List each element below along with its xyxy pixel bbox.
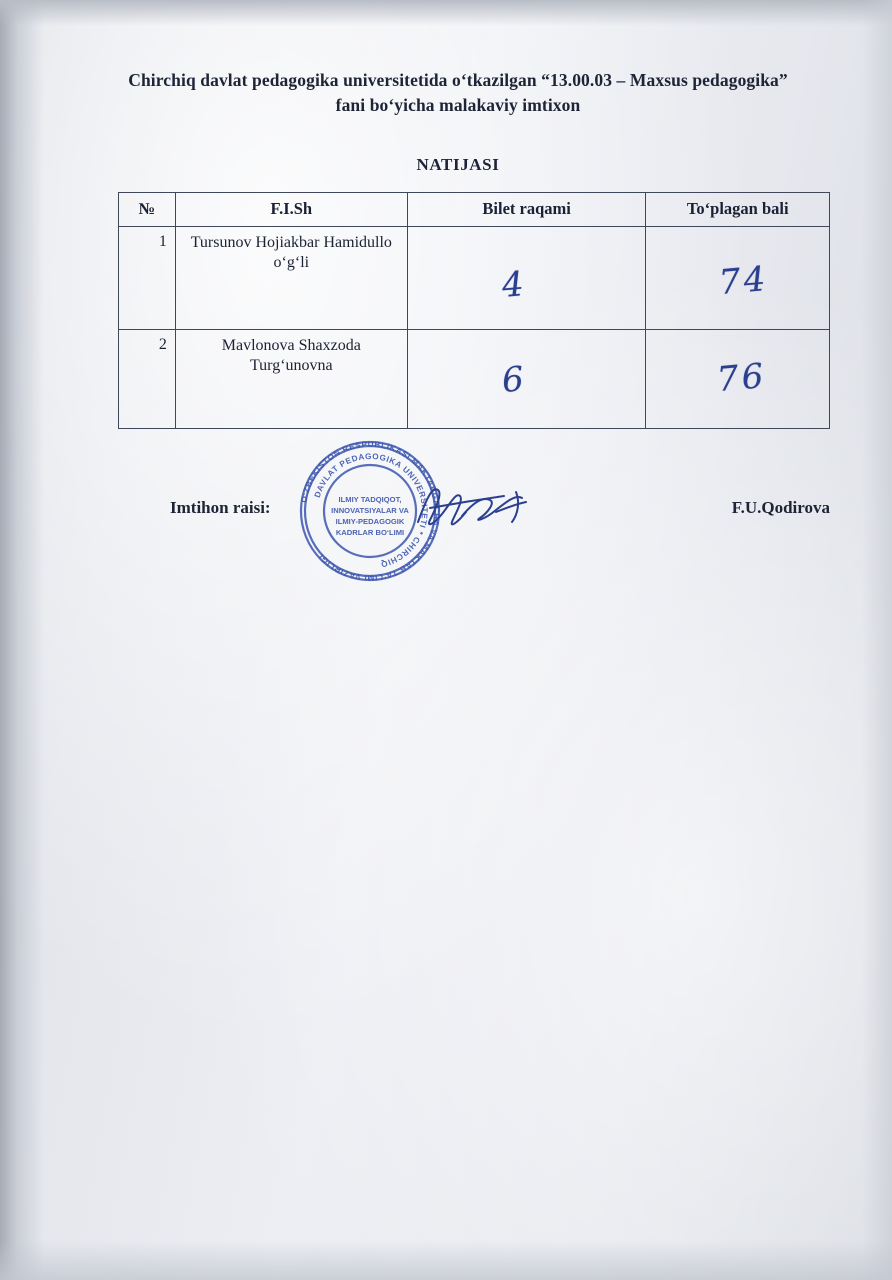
row-score <box>646 330 830 429</box>
row-score <box>646 227 830 330</box>
document-subtitle: NATIJASI <box>416 155 500 174</box>
results-table <box>118 192 830 429</box>
table-header-row <box>119 193 830 227</box>
svg-text:O‘ZBEKISTON RESPUBLIKASI MAKTA: O‘ZBEKISTON RESPUBLIKASI MAKTABGACHA VA MAKTAB TA’LIMI VAZIRLIGI <box>299 439 442 583</box>
signature-line <box>118 498 830 538</box>
row-fullname: Mavlonova Shaxzoda Turg‘unovna <box>175 330 407 429</box>
row-ticket <box>407 227 646 330</box>
svg-text:KADRLAR BO‘LIMI: KADRLAR BO‘LIMI <box>335 528 405 537</box>
handwritten-score-value: 74 <box>717 258 771 304</box>
column-header-fullname: F.I.Sh <box>175 193 407 227</box>
signature-label: Imtihon raisi: <box>170 498 271 517</box>
row-number: 2 <box>119 330 176 429</box>
svg-text:ILMIY TADQIQOT,: ILMIY TADQIQOT, <box>338 495 402 504</box>
table-row <box>119 227 830 330</box>
column-header-score: To‘plagan bali <box>646 193 830 227</box>
svg-text:ILMIY-PEDAGOGIK: ILMIY-PEDAGOGIK <box>335 517 405 526</box>
svg-text:INNOVATSIYALAR VA: INNOVATSIYALAR VA <box>331 506 409 515</box>
svg-text:DAVLAT PEDAGOGIKA UNIVERSITE: DAVLAT PEDAGOGIKA UNIVERSITETI * CHIRCHIQ <box>312 451 430 569</box>
table-row <box>119 330 830 429</box>
handwritten-ticket-value: 4 <box>500 264 529 306</box>
row-fullname: Tursunov Hojiakbar Hamidullo o‘g‘li <box>175 227 407 330</box>
handwritten-ticket-value: 6 <box>500 359 529 401</box>
signature-person-name: F.U.Qodirova <box>731 498 830 517</box>
document-title: Chirchiq davlat pedagogika universitetida o‘tkazilgan “13.00.03 – Maxsus pedagogika” fani bo‘yicha malakaviy imtixon <box>128 70 788 116</box>
column-header-number: № <box>119 193 176 227</box>
row-number: 1 <box>119 227 176 330</box>
handwritten-score-value: 76 <box>715 355 769 401</box>
column-header-ticket: Bilet raqami <box>407 193 646 227</box>
row-ticket <box>407 330 646 429</box>
